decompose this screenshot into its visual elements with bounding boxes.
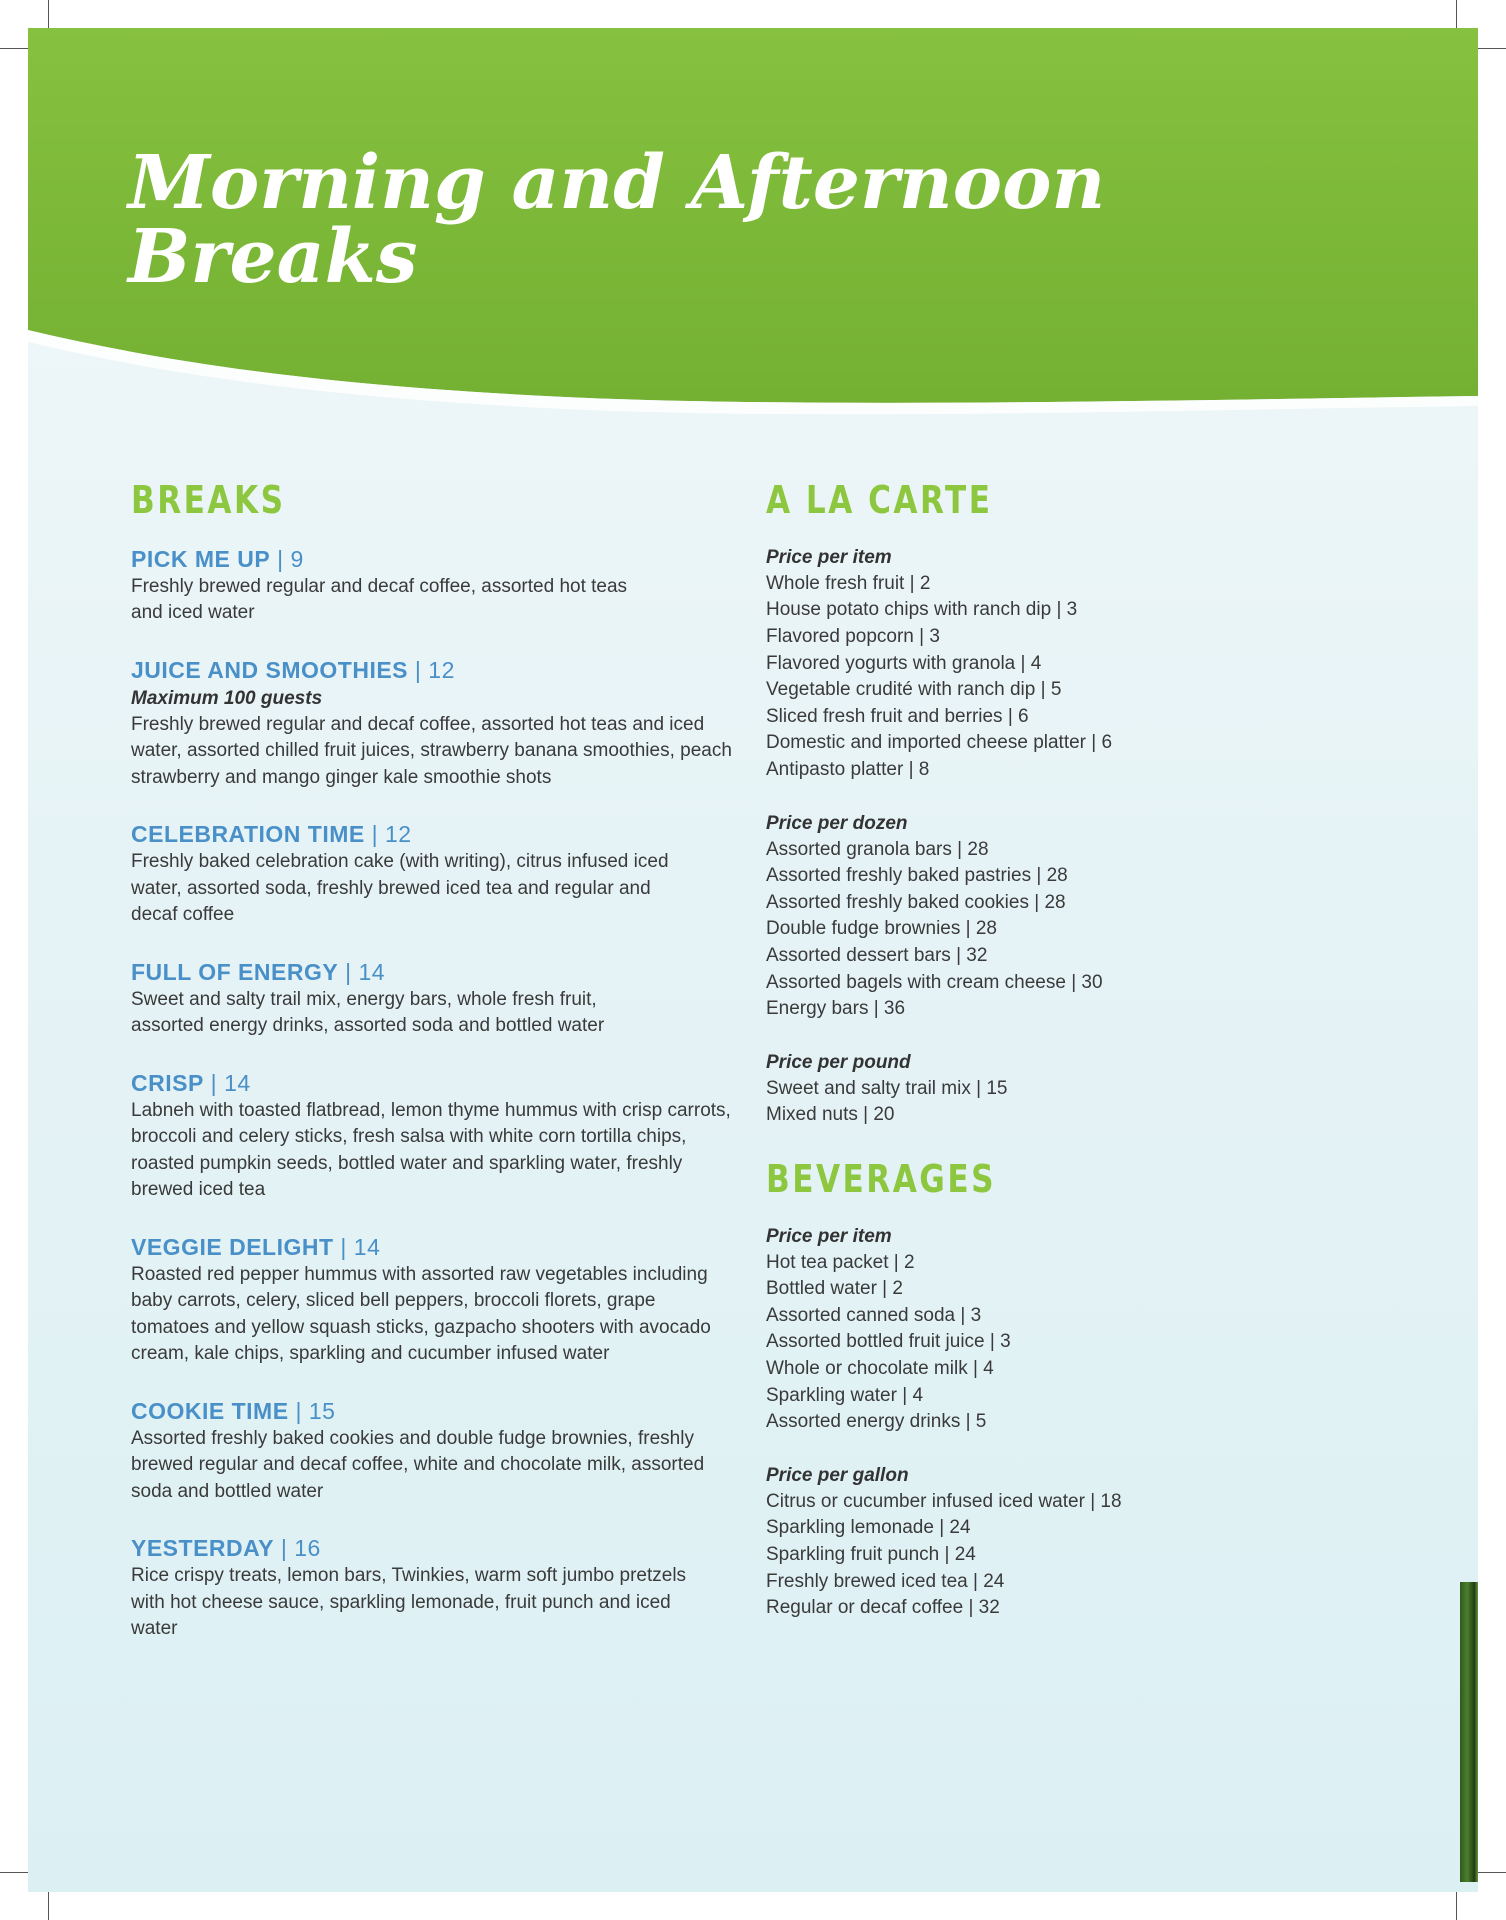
greenery-photo-edge [1460, 1582, 1478, 1882]
menu-line: Antipasto platter | 8 [766, 758, 930, 780]
break-item-name: CRISP [131, 1069, 204, 1096]
breaks-column [131, 480, 751, 1671]
menu-line: Assorted granola bars | 28 [766, 838, 989, 860]
break-item-price: 12 [385, 821, 412, 848]
break-item [131, 819, 751, 929]
crop-mark [0, 48, 30, 49]
menu-line: Assorted freshly baked pastries | 28 [766, 865, 1068, 887]
price-group [766, 544, 1366, 784]
price-group-title: Price per item [766, 1225, 892, 1247]
break-item-name: YESTERDAY [131, 1535, 274, 1562]
crop-mark [1456, 0, 1457, 30]
break-item-name: FULL OF ENERGY [131, 958, 339, 985]
menu-line: Assorted dessert bars | 32 [766, 944, 988, 966]
break-item-description: Sweet and salty trail mix, energy bars, whole fresh fruit, assorted energy drinks, assorted soda and bottled water [131, 988, 605, 1037]
price-group-title: Price per item [766, 546, 892, 568]
header-banner [28, 28, 1478, 458]
break-item [131, 1068, 751, 1204]
menu-line: Freshly brewed iced tea | 24 [766, 1570, 1005, 1592]
menu-page [28, 28, 1478, 1892]
right-column [766, 480, 1366, 1648]
a-la-carte-heading: A LA CARTE [766, 478, 993, 522]
break-item-name: JUICE AND SMOOTHIES [131, 656, 409, 683]
break-item [131, 1396, 751, 1506]
break-item-title: JUICE AND SMOOTHIES | 12 [131, 656, 455, 683]
menu-line: Whole or chocolate milk | 4 [766, 1358, 994, 1380]
break-item-price: 12 [428, 656, 455, 683]
price-group-title: Price per dozen [766, 812, 908, 834]
break-item [131, 544, 751, 627]
break-item-description: Assorted freshly baked cookies and double fudge brownies, freshly brewed regular and decaf coffee, white and chocolate milk, assorted soda and bottled water [131, 1427, 705, 1502]
menu-line: Vegetable crudité with ranch dip | 5 [766, 679, 1062, 701]
menu-line: Sparkling water | 4 [766, 1384, 924, 1406]
break-item-price: 14 [358, 958, 386, 985]
break-item [131, 655, 751, 792]
menu-line: Assorted bagels with cream cheese | 30 [766, 971, 1103, 993]
crop-mark [0, 1872, 30, 1873]
crop-mark [48, 0, 49, 30]
break-item-price: 9 [290, 545, 304, 572]
menu-line: Double fudge brownies | 28 [766, 918, 997, 940]
price-group-title: Price per pound [766, 1051, 911, 1073]
break-item-price: 14 [353, 1233, 381, 1260]
break-item-price: 14 [224, 1069, 251, 1096]
breaks-heading: BREAKS [131, 478, 286, 522]
menu-line: Mixed nuts | 20 [766, 1104, 895, 1126]
price-group-title: Price per gallon [766, 1464, 909, 1486]
break-item-title: FULL OF ENERGY | 14 [131, 958, 386, 985]
break-item-description: Rice crispy treats, lemon bars, Twinkies, warm soft jumbo pretzels with hot cheese sauce, sparkling lemonade, fruit punch and iced water [131, 1565, 687, 1640]
menu-line: Domestic and imported cheese platter | 6 [766, 732, 1113, 754]
break-item [131, 1232, 751, 1368]
menu-line: Flavored yogurts with granola | 4 [766, 652, 1042, 674]
break-item [131, 957, 751, 1040]
break-item-name: CELEBRATION TIME [131, 821, 365, 848]
break-item-description: Freshly brewed regular and decaf coffee, assorted hot teas and iced water [131, 575, 628, 624]
menu-line: Sparkling lemonade | 24 [766, 1517, 971, 1539]
break-item-price: 16 [294, 1535, 321, 1562]
break-item [131, 1533, 751, 1643]
break-item-description: Freshly brewed regular and decaf coffee, assorted hot teas and iced water, assorted chilled fruit juices, strawberry banana smoothies, peach strawberry and mango ginger kale smoothie shots [131, 713, 732, 788]
price-group [766, 810, 1366, 1023]
break-item-title: CRISP | 14 [131, 1069, 251, 1096]
break-item-name: COOKIE TIME [131, 1397, 289, 1424]
menu-line: Assorted bottled fruit juice | 3 [766, 1331, 1011, 1353]
break-item-title: PICK ME UP | 9 [131, 545, 304, 572]
page-title: Morning and Afternoon Breaks [128, 140, 1106, 300]
break-item-name: VEGGIE DELIGHT [131, 1233, 334, 1260]
menu-line: Hot tea packet | 2 [766, 1251, 915, 1273]
break-item-title: CELEBRATION TIME | 12 [131, 821, 412, 848]
menu-line: Energy bars | 36 [766, 998, 906, 1020]
menu-line: Assorted canned soda | 3 [766, 1304, 982, 1326]
crop-mark [48, 1890, 49, 1920]
break-item-note: Maximum 100 guests [131, 687, 323, 709]
break-item-name: PICK ME UP [131, 545, 271, 572]
price-group [766, 1223, 1366, 1436]
menu-line: House potato chips with ranch dip | 3 [766, 599, 1078, 621]
break-item-price: 15 [308, 1397, 336, 1424]
price-group [766, 1049, 1366, 1129]
menu-line: Sliced fresh fruit and berries | 6 [766, 705, 1029, 727]
menu-line: Sparkling fruit punch | 24 [766, 1544, 976, 1566]
crop-mark [1476, 48, 1506, 49]
price-group [766, 1462, 1366, 1622]
menu-line: Whole fresh fruit | 2 [766, 572, 931, 594]
break-item-description: Labneh with toasted flatbread, lemon thyme hummus with crisp carrots, broccoli and celery sticks, fresh salsa with white corn tortilla chips, roasted pumpkin seeds, bottled water and sparkling water, freshly brewed iced tea [131, 1099, 731, 1201]
menu-line: Assorted energy drinks | 5 [766, 1411, 987, 1433]
break-item-description: Freshly baked celebration cake (with writing), citrus infused iced water, assorted soda, freshly brewed iced tea and regular and decaf coffee [131, 851, 669, 926]
break-item-title: YESTERDAY | 16 [131, 1535, 321, 1562]
menu-line: Citrus or cucumber infused iced water | 18 [766, 1490, 1122, 1512]
menu-line: Sweet and salty trail mix | 15 [766, 1077, 1008, 1099]
beverages-heading: BEVERAGES [766, 1156, 996, 1201]
crop-mark [1476, 1872, 1506, 1873]
crop-mark [1456, 1890, 1457, 1920]
menu-line: Regular or decaf coffee | 32 [766, 1597, 1000, 1619]
menu-line: Bottled water | 2 [766, 1278, 903, 1300]
break-item-description: Roasted red pepper hummus with assorted raw vegetables including baby carrots, celery, sliced bell peppers, broccoli florets, grape tomatoes and yellow squash sticks, gazpacho shooters with avocado cream, kale chips, sparkling and cucumber infused water [131, 1263, 711, 1365]
menu-line: Assorted freshly baked cookies | 28 [766, 891, 1066, 913]
break-item-title: VEGGIE DELIGHT | 14 [131, 1233, 381, 1260]
break-item-title: COOKIE TIME | 15 [131, 1397, 336, 1424]
menu-line: Flavored popcorn | 3 [766, 625, 940, 647]
